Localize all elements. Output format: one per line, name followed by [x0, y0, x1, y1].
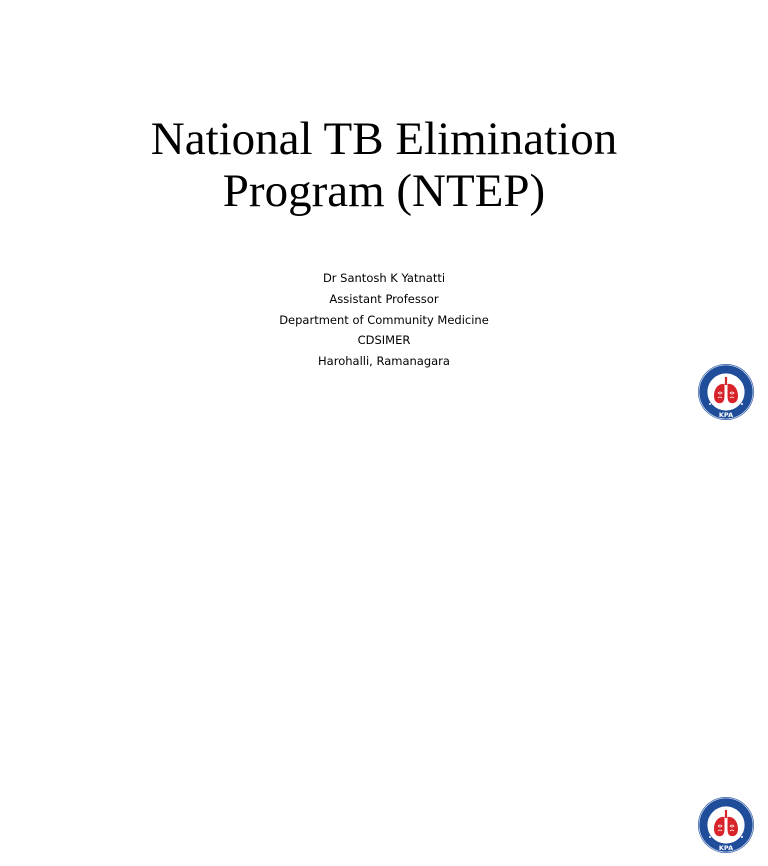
- kpa-logo-text-bottom: KPA: [718, 844, 734, 852]
- slide-title: [0, 113, 768, 217]
- slide-title-line-1: National TB Elimination: [150, 113, 618, 165]
- kpa-logo-text: KPA: [718, 411, 734, 419]
- author-name: Dr Santosh K Yatnatti: [322, 271, 446, 285]
- kpa-logo-icon: [697, 363, 755, 421]
- author-institution: CDSIMER: [357, 333, 411, 348]
- slide-title-line-2: Program (NTEP): [222, 165, 546, 217]
- author-location: Harohalli, Ramanagara: [318, 354, 450, 369]
- kpa-logo-icon-bottom: [697, 796, 755, 854]
- author-department: Department of Community Medicine: [279, 312, 489, 327]
- author-block: [0, 268, 768, 372]
- author-position: Assistant Professor: [329, 291, 439, 306]
